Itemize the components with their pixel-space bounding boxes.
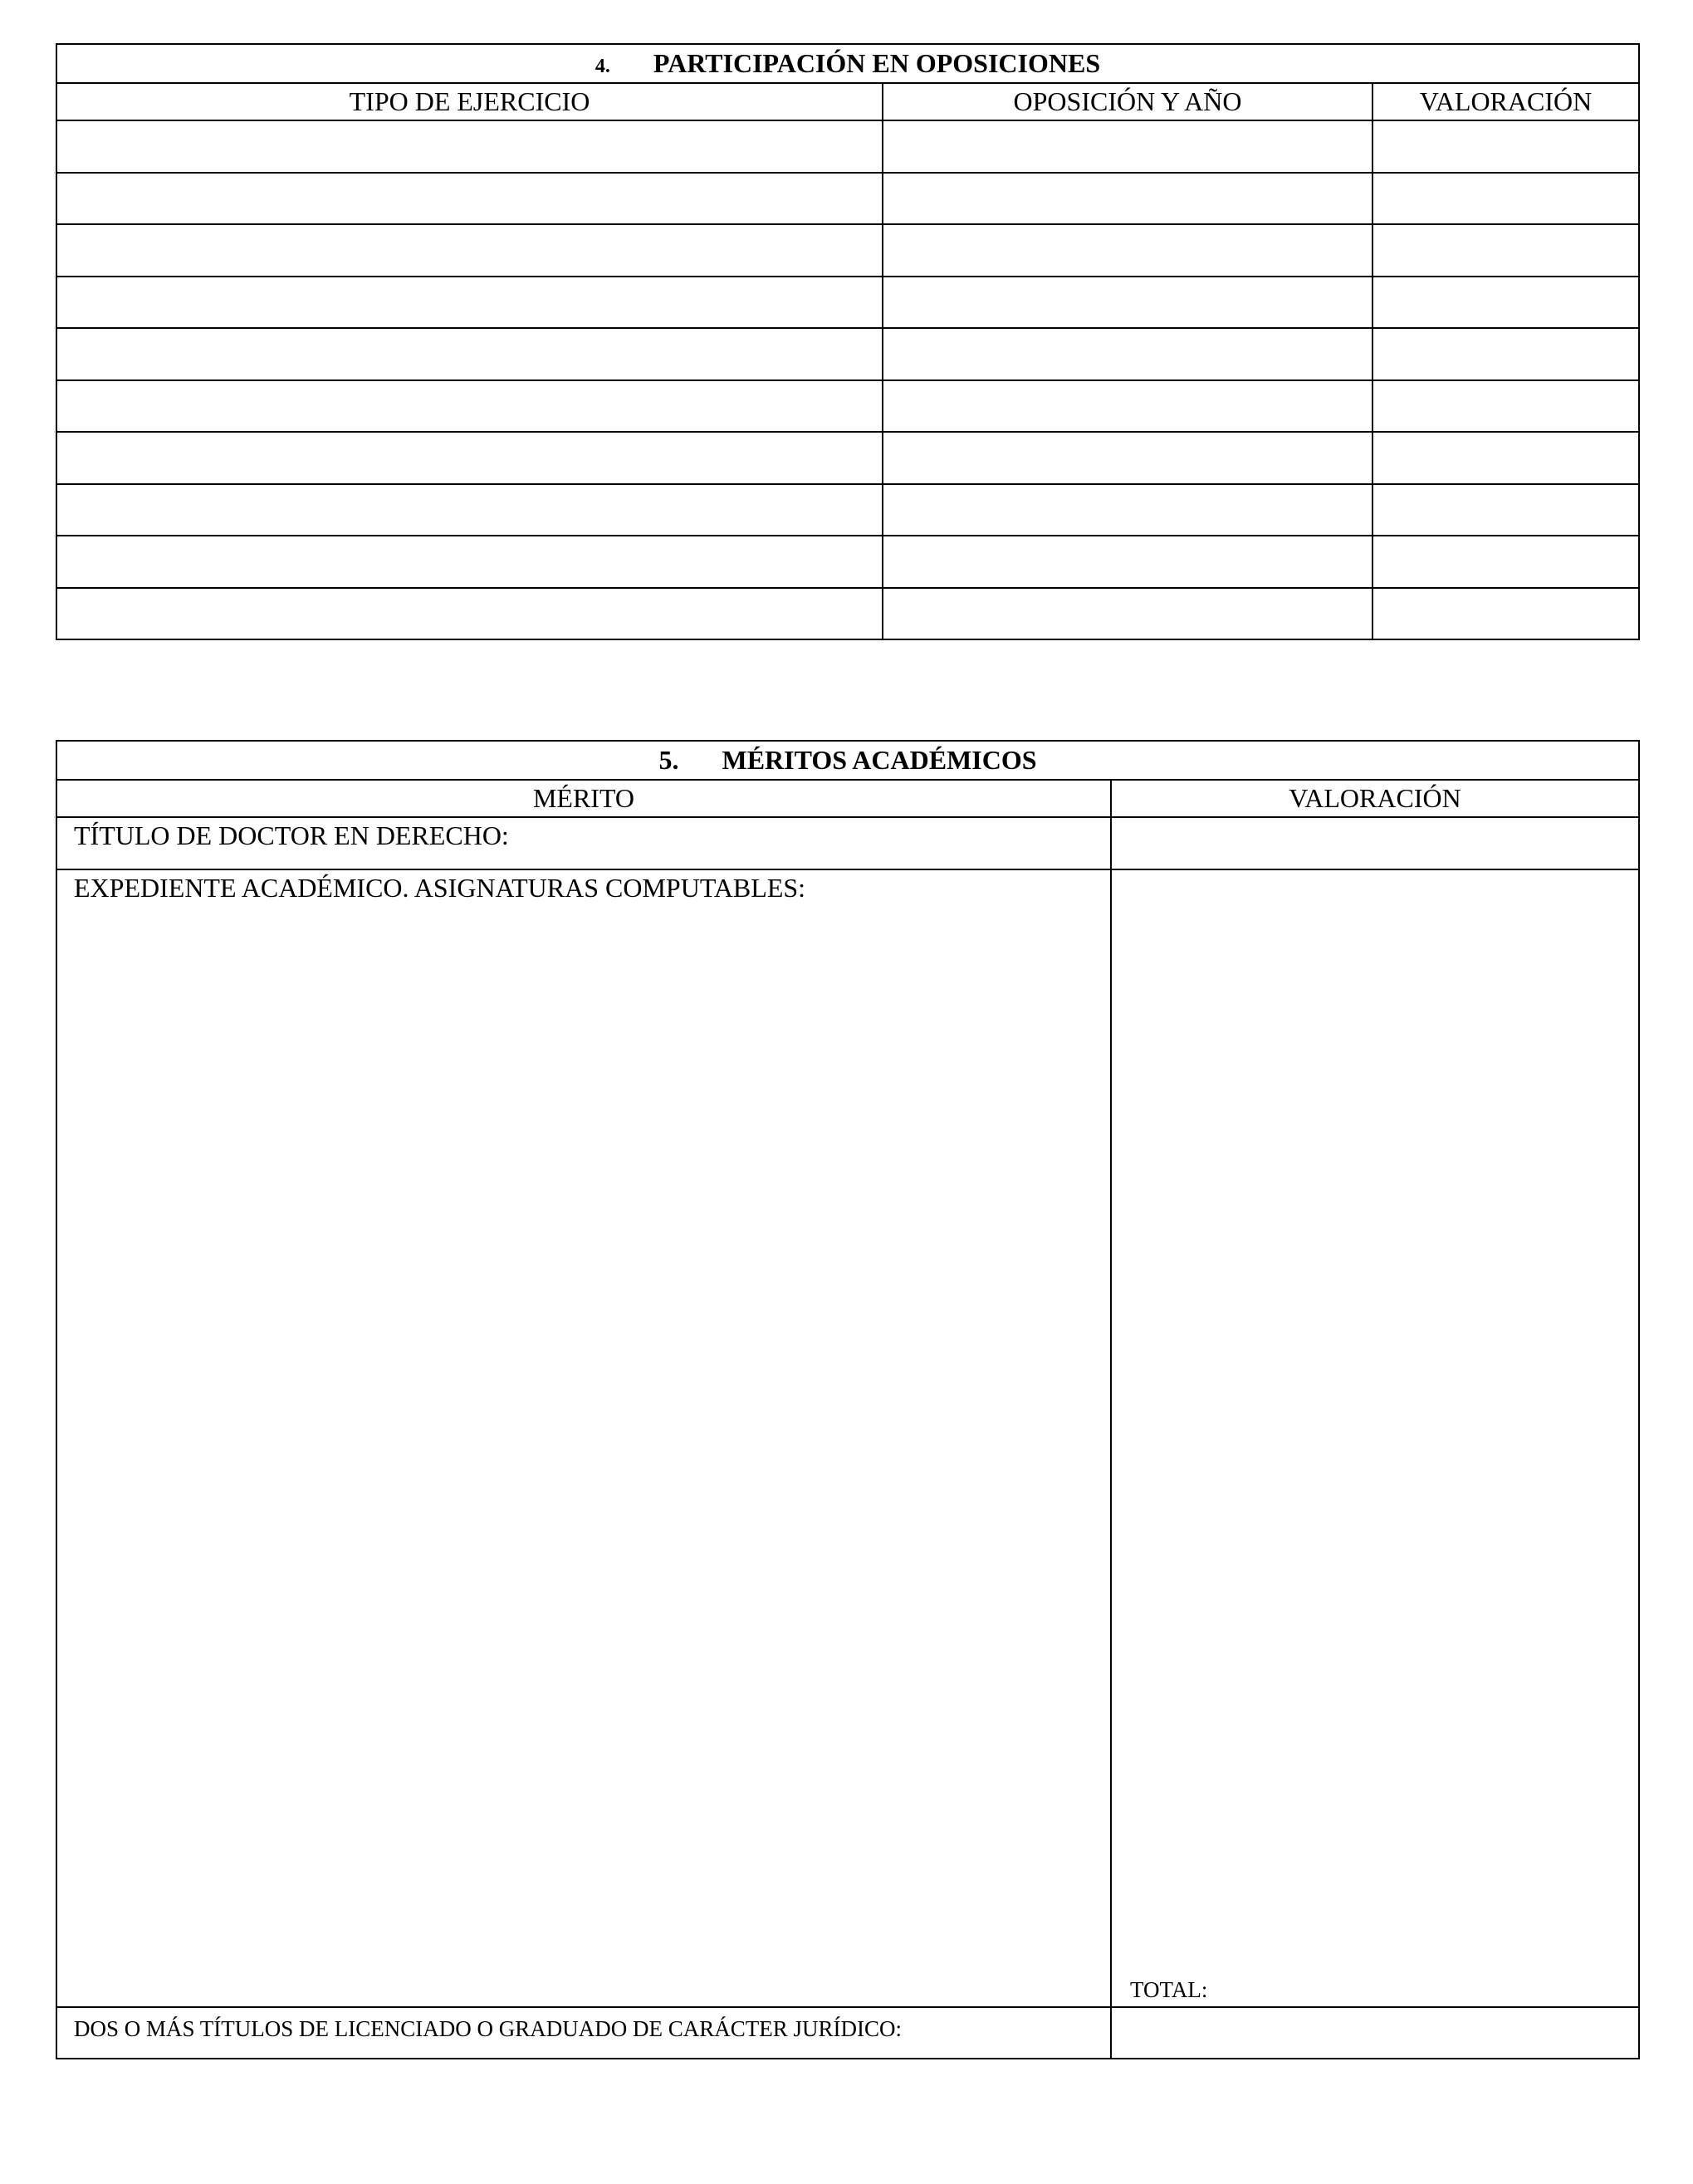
- valoracion-cell[interactable]: [1373, 484, 1639, 536]
- valoracion-cell[interactable]: [1373, 380, 1639, 433]
- table-row: [56, 2007, 1639, 2059]
- table-row: [56, 277, 1639, 329]
- column-header-valoracion: VALORACIÓN: [1373, 83, 1639, 120]
- oposicion-cell[interactable]: [883, 328, 1373, 380]
- valoracion-cell[interactable]: [1373, 173, 1639, 225]
- oposicion-cell[interactable]: [883, 277, 1373, 329]
- valoracion-cell[interactable]: [1111, 2007, 1639, 2059]
- valoracion-cell[interactable]: [1111, 817, 1639, 869]
- table-row: [56, 484, 1639, 536]
- tipo-cell[interactable]: [56, 536, 883, 588]
- table-row: [56, 817, 1639, 869]
- oposicion-cell[interactable]: [883, 536, 1373, 588]
- oposicion-cell[interactable]: [883, 432, 1373, 484]
- column-header-oposicion: OPOSICIÓN Y AÑO: [883, 83, 1373, 120]
- table-row: [56, 224, 1639, 277]
- table-row: [56, 536, 1639, 588]
- table-row: [56, 380, 1639, 433]
- valoracion-cell[interactable]: [1111, 869, 1639, 2007]
- tipo-cell[interactable]: [56, 173, 883, 225]
- tipo-cell[interactable]: [56, 277, 883, 329]
- valoracion-cell[interactable]: [1373, 120, 1639, 173]
- valoracion-cell[interactable]: [1373, 432, 1639, 484]
- section-title: MÉRITOS ACADÉMICOS: [722, 745, 1037, 775]
- table-row: [56, 588, 1639, 640]
- tipo-cell[interactable]: [56, 120, 883, 173]
- section-title: PARTICIPACIÓN EN OPOSICIONES: [653, 48, 1101, 78]
- oposicion-cell[interactable]: [883, 173, 1373, 225]
- merito-cell: [56, 817, 1111, 869]
- table-row: [56, 869, 1639, 2007]
- total-label: TOTAL:: [1130, 1977, 1208, 2002]
- dos-titulos-label: DOS O MÁS TÍTULOS DE LICENCIADO O GRADUADO DE CARÁCTER JURÍDICO:: [74, 2016, 903, 2041]
- section-number: 4.: [595, 56, 610, 77]
- merito-cell: [56, 869, 1111, 2007]
- meritos-title-cell: [56, 741, 1639, 780]
- oposicion-cell[interactable]: [883, 588, 1373, 640]
- valoracion-cell[interactable]: [1373, 328, 1639, 380]
- tipo-cell[interactable]: [56, 224, 883, 277]
- valoracion-cell[interactable]: [1373, 536, 1639, 588]
- valoracion-cell[interactable]: [1373, 277, 1639, 329]
- section-number: 5.: [658, 745, 679, 775]
- meritos-title-row: [56, 741, 1639, 780]
- expediente-label: EXPEDIENTE ACADÉMICO. ASIGNATURAS COMPUTABLES:: [74, 873, 806, 903]
- column-header-merito: MÉRITO: [56, 780, 1111, 817]
- table-row: [56, 173, 1639, 225]
- column-header-valoracion: VALORACIÓN: [1111, 780, 1639, 817]
- tipo-cell[interactable]: [56, 328, 883, 380]
- meritos-table: [56, 740, 1640, 2059]
- oposicion-cell[interactable]: [883, 484, 1373, 536]
- table-row: [56, 328, 1639, 380]
- tipo-cell[interactable]: [56, 588, 883, 640]
- oposicion-cell[interactable]: [883, 380, 1373, 433]
- doctor-label: TÍTULO DE DOCTOR EN DERECHO:: [74, 820, 509, 850]
- oposiciones-title-row: [56, 44, 1639, 83]
- oposiciones-title-cell: [56, 44, 1639, 83]
- tipo-cell[interactable]: [56, 380, 883, 433]
- tipo-cell[interactable]: [56, 484, 883, 536]
- column-header-tipo: TIPO DE EJERCICIO: [56, 83, 883, 120]
- table-row: [56, 120, 1639, 173]
- table-row: [56, 432, 1639, 484]
- merito-cell: [56, 2007, 1111, 2059]
- oposiciones-table: [56, 43, 1640, 640]
- oposiciones-header-row: [56, 83, 1639, 120]
- oposicion-cell[interactable]: [883, 224, 1373, 277]
- meritos-header-row: [56, 780, 1639, 817]
- oposicion-cell[interactable]: [883, 120, 1373, 173]
- tipo-cell[interactable]: [56, 432, 883, 484]
- valoracion-cell[interactable]: [1373, 224, 1639, 277]
- valoracion-cell[interactable]: [1373, 588, 1639, 640]
